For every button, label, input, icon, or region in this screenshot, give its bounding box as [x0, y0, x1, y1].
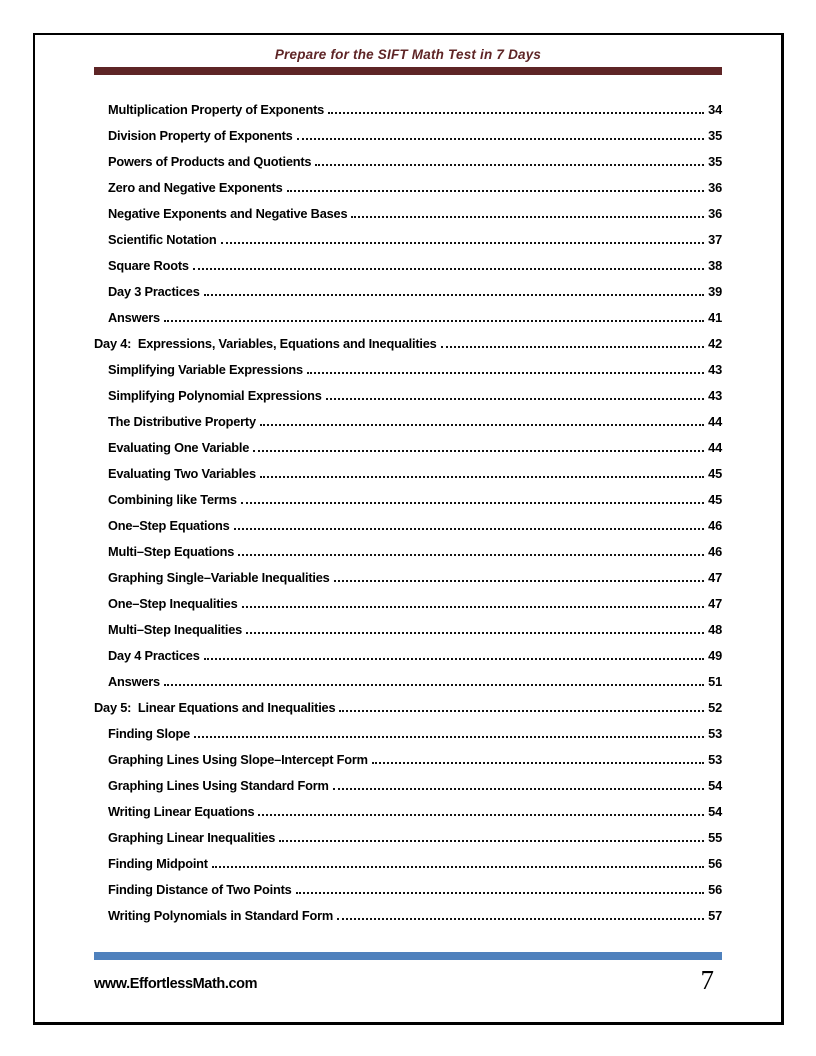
toc-entry[interactable] — [94, 325, 722, 351]
toc-entry-page: 44 — [708, 414, 722, 429]
dot-leader — [297, 138, 704, 140]
table-of-contents — [94, 91, 722, 923]
dot-leader — [315, 164, 704, 166]
toc-entry-page: 57 — [708, 908, 722, 923]
toc-entry-label: Graphing Linear Inequalities — [108, 830, 276, 845]
footer-website-link[interactable]: www.EffortlessMath.com — [94, 976, 258, 992]
toc-entry-page: 56 — [708, 882, 722, 897]
toc-entry-label: Day 4 Practices — [108, 648, 200, 663]
dot-leader — [334, 580, 704, 582]
dot-leader — [372, 762, 704, 764]
toc-entry-label: Graphing Lines Using Standard Form — [108, 778, 329, 793]
toc-entry[interactable] — [108, 507, 722, 533]
toc-entry[interactable] — [108, 663, 722, 689]
toc-entry-page: 42 — [708, 336, 722, 351]
toc-entry-page: 45 — [708, 492, 722, 507]
toc-entry-page: 46 — [708, 544, 722, 559]
toc-entry-label: Graphing Lines Using Slope–Intercept Form — [108, 752, 368, 767]
page-number: 7 — [700, 965, 714, 995]
dot-leader — [337, 918, 704, 920]
toc-entry[interactable] — [108, 897, 722, 923]
toc-entry[interactable] — [94, 689, 722, 715]
dot-leader — [241, 502, 704, 504]
toc-entry[interactable] — [108, 117, 722, 143]
toc-entry-page: 53 — [708, 752, 722, 767]
toc-entry-page: 52 — [708, 700, 722, 715]
toc-entry[interactable] — [108, 767, 722, 793]
toc-entry-label: Day 4: Expressions, Variables, Equations and Inequalities — [94, 336, 437, 351]
toc-entry-page: 43 — [708, 362, 722, 377]
toc-entry-page: 55 — [708, 830, 722, 845]
dot-leader — [258, 814, 704, 816]
dot-leader — [339, 710, 704, 712]
toc-entry[interactable] — [108, 611, 722, 637]
toc-entry[interactable] — [108, 299, 722, 325]
toc-entry[interactable] — [108, 247, 722, 273]
toc-entry-label: Evaluating Two Variables — [108, 466, 256, 481]
toc-entry[interactable] — [108, 273, 722, 299]
dot-leader — [260, 424, 704, 426]
dot-leader — [221, 242, 704, 244]
toc-entry-page: 48 — [708, 622, 722, 637]
toc-entry[interactable] — [108, 481, 722, 507]
toc-entry-page: 36 — [708, 180, 722, 195]
dot-leader — [279, 840, 704, 842]
toc-entry-label: Writing Polynomials in Standard Form — [108, 908, 334, 923]
toc-entry[interactable] — [108, 793, 722, 819]
toc-entry[interactable] — [108, 455, 722, 481]
dot-leader — [326, 398, 704, 400]
toc-entry-page: 35 — [708, 128, 722, 143]
toc-entry-label: Writing Linear Equations — [108, 804, 255, 819]
toc-entry[interactable] — [108, 351, 722, 377]
toc-entry[interactable] — [108, 871, 722, 897]
toc-entry[interactable] — [108, 845, 722, 871]
toc-entry-label: Scientific Notation — [108, 232, 217, 247]
footer-row — [94, 965, 722, 995]
toc-entry-label: Division Property of Exponents — [108, 128, 293, 143]
footer-rule — [94, 952, 722, 960]
dot-leader — [296, 892, 704, 894]
toc-entry[interactable] — [108, 585, 722, 611]
toc-entry[interactable] — [108, 221, 722, 247]
toc-entry[interactable] — [108, 143, 722, 169]
toc-entry[interactable] — [108, 195, 722, 221]
toc-entry-label: Zero and Negative Exponents — [108, 180, 283, 195]
toc-entry-page: 47 — [708, 596, 722, 611]
toc-entry-label: Day 3 Practices — [108, 284, 200, 299]
toc-entry[interactable] — [108, 429, 722, 455]
toc-entry-label: Answers — [108, 310, 160, 325]
header-rule — [94, 67, 722, 75]
toc-entry[interactable] — [108, 637, 722, 663]
toc-entry-label: Day 5: Linear Equations and Inequalities — [94, 700, 336, 715]
toc-entry[interactable] — [108, 819, 722, 845]
dot-leader — [193, 268, 704, 270]
dot-leader — [287, 190, 704, 192]
toc-entry-page: 56 — [708, 856, 722, 871]
dot-leader — [242, 606, 705, 608]
toc-entry[interactable] — [108, 533, 722, 559]
toc-entry[interactable] — [108, 377, 722, 403]
toc-entry-page: 36 — [708, 206, 722, 221]
toc-entry-page: 51 — [708, 674, 722, 689]
toc-entry-label: Negative Exponents and Negative Bases — [108, 206, 348, 221]
toc-entry-label: Answers — [108, 674, 160, 689]
page-footer — [94, 952, 722, 995]
toc-entry-label: One–Step Inequalities — [108, 596, 238, 611]
toc-entry-page: 37 — [708, 232, 722, 247]
toc-entry-label: Simplifying Polynomial Expressions — [108, 388, 322, 403]
toc-entry-label: Graphing Single–Variable Inequalities — [108, 570, 330, 585]
toc-entry-label: One–Step Equations — [108, 518, 230, 533]
toc-entry[interactable] — [108, 715, 722, 741]
toc-entry-label: Square Roots — [108, 258, 189, 273]
header-title: Prepare for the SIFT Math Test in 7 Days — [274, 47, 542, 62]
toc-entry[interactable] — [108, 91, 722, 117]
toc-entry-page: 43 — [708, 388, 722, 403]
dot-leader — [253, 450, 704, 452]
toc-entry[interactable] — [108, 559, 722, 585]
toc-entry-label: Finding Midpoint — [108, 856, 208, 871]
toc-entry-label: Powers of Products and Quotients — [108, 154, 312, 169]
dot-leader — [260, 476, 704, 478]
toc-entry-page: 47 — [708, 570, 722, 585]
toc-entry-page: 45 — [708, 466, 722, 481]
dot-leader — [333, 788, 704, 790]
toc-entry-page: 41 — [708, 310, 722, 325]
document-page — [33, 33, 784, 1025]
dot-leader — [234, 528, 704, 530]
toc-entry-label: Multi–Step Inequalities — [108, 622, 243, 637]
toc-entry-page: 44 — [708, 440, 722, 455]
toc-entry-page: 34 — [708, 102, 722, 117]
toc-entry-page: 54 — [708, 778, 722, 793]
toc-entry[interactable] — [108, 169, 722, 195]
toc-entry-label: Multi–Step Equations — [108, 544, 235, 559]
dot-leader — [246, 632, 704, 634]
dot-leader — [164, 320, 704, 322]
toc-entry-page: 39 — [708, 284, 722, 299]
dot-leader — [351, 216, 704, 218]
toc-entry-label: Multiplication Property of Exponents — [108, 102, 325, 117]
dot-leader — [204, 294, 704, 296]
toc-entry-label: The Distributive Property — [108, 414, 256, 429]
toc-entry-page: 38 — [708, 258, 722, 273]
toc-entry[interactable] — [108, 403, 722, 429]
toc-entry-page: 49 — [708, 648, 722, 663]
toc-entry[interactable] — [108, 741, 722, 767]
dot-leader — [164, 684, 704, 686]
toc-entry-label: Simplifying Variable Expressions — [108, 362, 303, 377]
toc-entry-page: 53 — [708, 726, 722, 741]
toc-entry-label: Evaluating One Variable — [108, 440, 250, 455]
page-header — [94, 47, 722, 75]
toc-entry-page: 35 — [708, 154, 722, 169]
toc-entry-label: Combining like Terms — [108, 492, 237, 507]
dot-leader — [194, 736, 704, 738]
dot-leader — [441, 346, 704, 348]
toc-entry-label: Finding Slope — [108, 726, 190, 741]
toc-entry-label: Finding Distance of Two Points — [108, 882, 292, 897]
dot-leader — [328, 112, 704, 114]
toc-entry-page: 46 — [708, 518, 722, 533]
dot-leader — [238, 554, 704, 556]
dot-leader — [307, 372, 704, 374]
toc-entry-page: 54 — [708, 804, 722, 819]
dot-leader — [204, 658, 704, 660]
dot-leader — [212, 866, 704, 868]
